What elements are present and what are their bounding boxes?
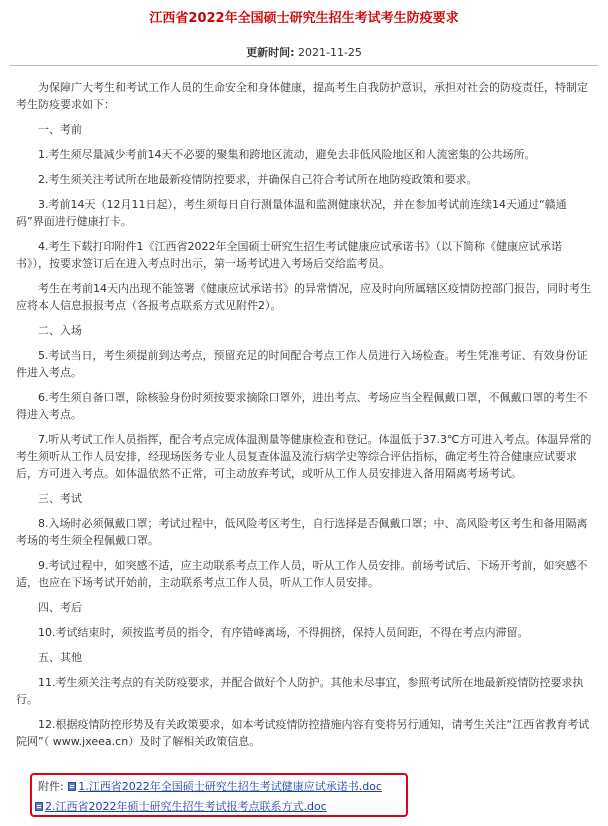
paragraph: 5.考试当日，考生须提前到达考点，预留充足的时间配合考点工作人员进行入场检查。考生凭准考证、有效身份证件进入考点。 (16, 349, 588, 379)
paragraph: 4.考生下载打印附件1《江西省2022年全国硕士研究生招生考试健康应试承诺书》（以下简称《健康应试承诺书》），按要求签订后在进入考点时出示，第一场考试进入考场后交给监考员。 (16, 240, 562, 270)
paragraph: 考生在考前14天内出现不能签署《健康应试承诺书》的异常情况，应及时向所属辖区疫情防控部门报告，同时考生应将本人信息报报考点（各报考点联系方式见附件2）。 (16, 282, 591, 312)
paragraph: 12.根据疫情防控形势及有关政策要求，如本考试疫情防控措施内容有变将另行通知，请考生关注“江西省教育考试院网”（ www.jxeea.cn）及时了解相关政策信息。 (16, 718, 590, 748)
paragraph: 2.考生须关注考试所在地最新疫情防控要求，并确保自己符合考试所在地防疫政策和要求。 (38, 173, 478, 186)
section-heading: 三、考试 (38, 492, 82, 505)
attachment-row-2 (34, 798, 327, 815)
paragraph: 1.考生须尽量减少考前14天不必要的聚集和跨地区流动，避免去非低风险地区和人流密集的公共场所。 (38, 148, 536, 161)
paragraph: 8.入场时必须佩戴口罩；考试过程中，低风险考区考生，自行选择是否佩戴口罩；中、高风险考区考生和备用隔离考场的考生须全程佩戴口罩。 (16, 517, 588, 547)
update-time (0, 46, 608, 60)
doc-file-icon (35, 802, 43, 811)
attachments-label: 附件: (38, 780, 64, 793)
article-body (16, 79, 592, 758)
section-heading: 五、其他 (38, 651, 82, 664)
attachment-link-2[interactable]: 2.江西省2022年硕士研究生招生考试报考点联系方式.doc (45, 800, 327, 813)
paragraph: 3.考前14天（12月11日起），考生须每日自行测量体温和监测健康状况，并在参加考试前连续14天通过“赣通码”界面进行健康打卡。 (16, 198, 567, 228)
paragraph: 6.考生须自备口罩，除核验身份时须按要求摘除口罩外，进出考点、考场应当全程佩戴口罩，不佩戴口罩的考生不得进入考点。 (16, 391, 588, 421)
paragraph: 10.考试结束时，须按监考员的指令，有序错峰离场，不得拥挤，保持人员间距，不得在考点内滞留。 (38, 626, 529, 639)
page-title: 江西省2022年全国硕士研究生招生考试考生防疫要求 (149, 11, 459, 26)
update-time-label: 更新时间: (246, 46, 295, 59)
doc-file-icon (68, 782, 76, 791)
section-heading: 四、考后 (38, 601, 82, 614)
paragraph: 9.考试过程中，如突感不适，应主动联系考点工作人员，听从工作人员安排。前场考试后、下场开考前，如突感不适，也应在下场考试开始前，主动联系考点工作人员，听从工作人员安排。 (16, 559, 588, 589)
attachment-row-1 (38, 778, 382, 795)
attachment-link-1[interactable]: 1.江西省2022年全国硕士研究生招生考试健康应试承诺书.doc (78, 780, 382, 793)
paragraph: 为保障广大考生和考试工作人员的生命安全和身体健康，提高考生自我防护意识，承担对社会的防疫责任，特制定考生防疫要求如下： (16, 81, 588, 111)
update-time-value: 2021-11-25 (294, 46, 362, 59)
attachments-box (30, 773, 408, 817)
header-divider (10, 65, 598, 66)
section-heading: 一、考前 (38, 123, 82, 136)
paragraph: 11.考生须关注考点的有关防疫要求，并配合做好个人防护。其他未尽事宜，参照考试所在地最新疫情防控要求执行。 (16, 676, 584, 706)
paragraph: 7.听从考试工作人员指挥，配合考点完成体温测量等健康检查和登记。体温低于37.3℃方可进入考点。体温异常的考生须听从工作人员安排，经现场医务专业人员复查体温及流行病学史等综合评估指标，确定考生符合健康应试要求后，方可进入考点。如体温依然不正常，可主动放弃考试，或听从工作人员安排进入备用隔离考场考试。 (16, 433, 592, 480)
section-heading: 二、入场 (38, 324, 82, 337)
